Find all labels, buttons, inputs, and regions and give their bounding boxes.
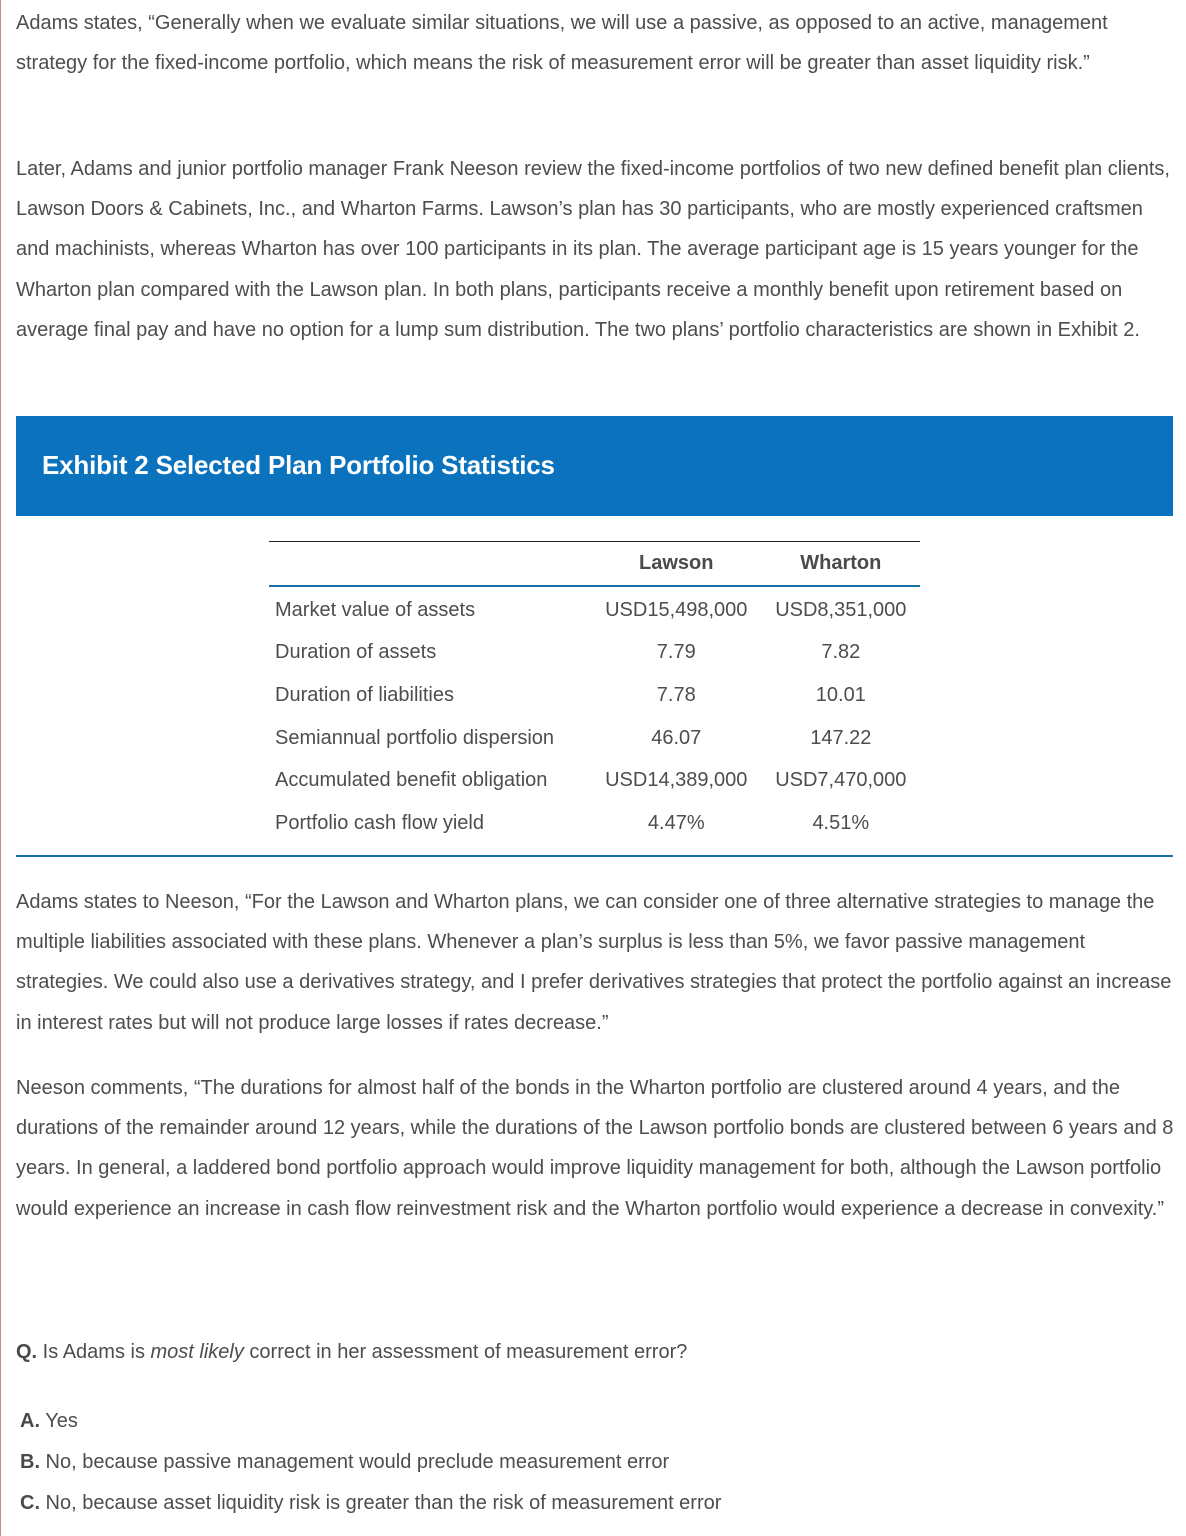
option-text: No, because asset liquidity risk is greater than the risk of measurement error [40,1492,722,1514]
column-header-label [269,542,591,587]
column-header-lawson: Lawson [639,552,714,574]
passage-paragraph-2: Later, Adams and junior portfolio manager Frank Neeson review the fixed-income portfolios of two new defined benefit plan clients, Lawson Doors & Cabinets, Inc., and Wharton Farms. Lawson’s plan has 30 participants, who are mostly experienced craftsmen and machinists, whereas Wharton has over 100 participants in its plan. The average participant age is 15 years younger for the Wharton plan compared with the Lawson plan. In both plans, participants receive a monthly benefit upon retirement based on average final pay and have no option for a lump sum distribution. The two plans’ portfolio characteristics are shown in Exhibit 2. [16,158,1170,341]
table-row [269,586,920,632]
row-label: Market value of assets [275,598,476,621]
table-row [269,674,920,717]
option-text: No, because passive management would preclude measurement error [40,1451,670,1473]
wharton-value: 10.01 [815,683,866,706]
question-text-after: correct in her assessment of measurement error? [243,1341,688,1363]
question-text-emphasis: most likely [150,1341,244,1363]
option-letter: C. [20,1492,40,1514]
option-letter: A. [20,1410,40,1432]
answer-options [20,1405,721,1528]
wharton-value: USD8,351,000 [775,598,907,621]
column-header-wharton: Wharton [800,552,882,574]
row-label: Duration of assets [275,641,437,664]
lawson-value: USD15,498,000 [605,598,748,621]
wharton-value: USD7,470,000 [775,769,907,792]
lawson-value: 46.07 [651,726,702,749]
row-label: Duration of liabilities [275,683,454,706]
passage-paragraph-1: Adams states, “Generally when we evaluate similar situations, we will use a passive, as opposed to an active, management strategy for the fixed-income portfolio, which means the risk of measurement error will be greater than asset liquidity risk.” [16,12,1108,75]
row-label: Portfolio cash flow yield [275,811,484,834]
wharton-value: 4.51% [812,811,870,834]
row-label: Accumulated benefit obligation [275,769,548,792]
table-row [269,759,920,802]
table-row [269,632,920,675]
portfolio-statistics-table [269,541,920,845]
question-text-before: Is Adams is [37,1341,151,1363]
exhibit-bottom-rule [16,855,1173,857]
lawson-value: USD14,389,000 [605,769,748,792]
answer-option-c[interactable] [20,1487,721,1528]
answer-option-a[interactable] [20,1405,721,1446]
lawson-value: 4.47% [647,811,705,834]
table-row [269,717,920,760]
answer-option-b[interactable] [20,1446,721,1487]
wharton-value: 7.82 [821,641,861,664]
lawson-value: 7.78 [656,683,696,706]
lawson-value: 7.79 [656,641,696,664]
passage-paragraph-3: Adams states to Neeson, “For the Lawson and Wharton plans, we can consider one of three alternative strategies to manage the multiple liabilities associated with these plans. Whenever a plan’s surplus is less than 5%, we favor passive management strategies. We could also use a derivatives strategy, and I prefer derivatives strategies that protect the portfolio against an increase in interest rates but will not produce large losses if rates decrease.” [16,891,1172,1034]
option-letter: B. [20,1451,40,1473]
table-header-row [269,542,920,587]
row-label: Semiannual portfolio dispersion [275,726,555,749]
table-row [269,802,920,845]
passage-paragraph-4: Neeson comments, “The durations for almost half of the bonds in the Wharton portfolio are clustered around 4 years, and the durations of the remainder around 12 years, while the durations of the Lawson portfolio bonds are clustered between 6 years and 8 years. In general, a laddered bond portfolio approach would improve liquidity management for both, although the Lawson portfolio would experience an increase in cash flow reinvestment risk and the Wharton portfolio would experience a decrease in convexity.” [16,1077,1174,1220]
option-text: Yes [40,1410,78,1432]
question-label: Q. [16,1341,38,1363]
exhibit-header-band [16,416,1173,516]
left-border-rule [0,0,1,1536]
question-stem [16,1341,687,1364]
wharton-value: 147.22 [810,726,872,749]
exhibit-title: Exhibit 2 Selected Plan Portfolio Statistics [42,450,555,480]
